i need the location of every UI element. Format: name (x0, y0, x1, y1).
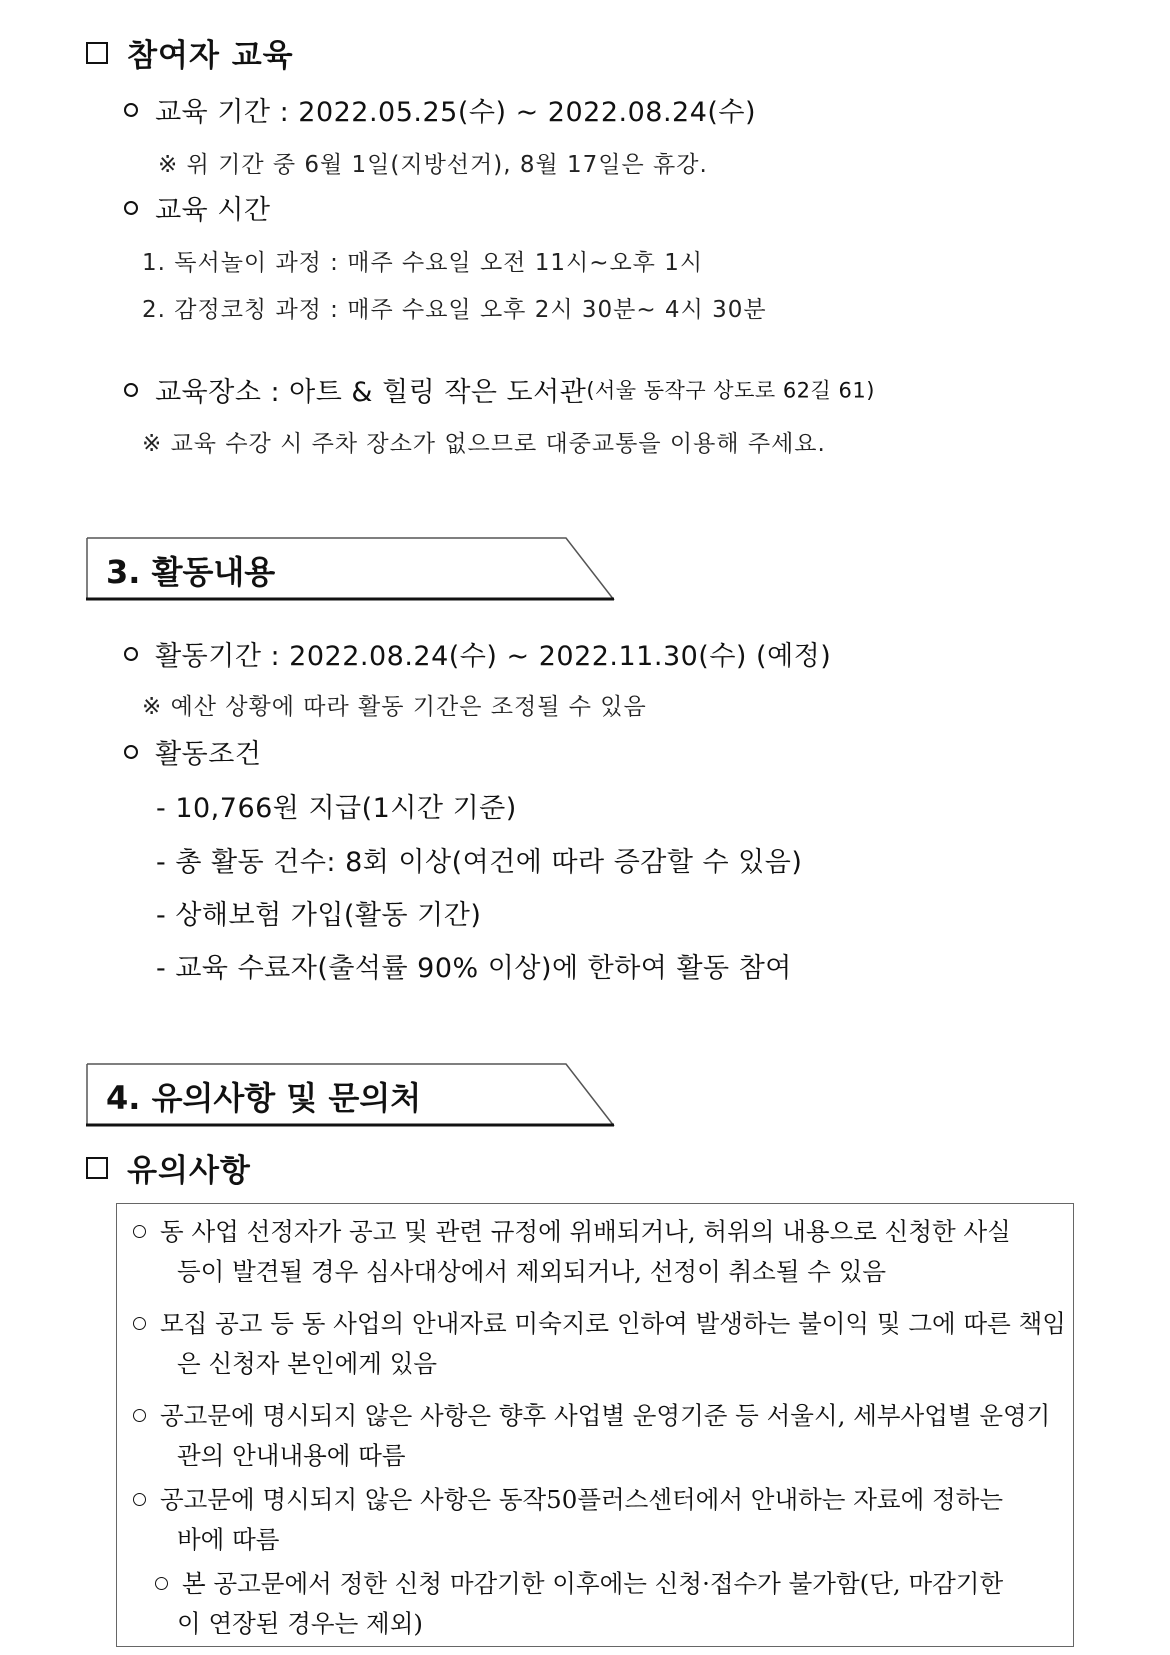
checkbox-square-icon (86, 42, 108, 64)
caution-item-line1: 본 공고문에서 정한 신청 마감기한 이후에는 신청·접수가 불가함(단, 마감기한 (182, 1569, 1004, 1598)
section-4-banner (86, 1063, 616, 1127)
condition-item: - 총 활동 건수: 8회 이상(여건에 따라 증감할 수 있음) (156, 847, 803, 878)
caution-title: 유의사항 (127, 1153, 251, 1189)
caution-item-line2: 관의 안내내용에 따름 (177, 1441, 406, 1470)
section-participant-education (86, 30, 294, 75)
activity-period-note: ※ 예산 상황에 따라 활동 기간은 조정될 수 있음 (142, 694, 647, 720)
checkbox-square-icon (86, 1157, 108, 1179)
caution-item (133, 1212, 1011, 1292)
condition-item: - 교육 수료자(출석률 90% 이상)에 한하여 활동 참여 (156, 953, 792, 984)
activity-conditions-label: 활동조건 (155, 739, 262, 770)
circle-bullet-icon (124, 745, 138, 759)
circle-bullet-icon (124, 647, 138, 661)
caution-item-line1: 동 사업 선정자가 공고 및 관련 규정에 위배되거나, 허위의 내용으로 신청한 사실 (160, 1217, 1011, 1246)
education-time (124, 188, 271, 227)
circle-bullet-icon (133, 1317, 146, 1330)
education-place-note: ※ 교육 수강 시 주차 장소가 없으므로 대중교통을 이용해 주세요. (142, 431, 826, 457)
section-4-title: 4. 유의사항 및 문의처 (106, 1079, 422, 1117)
education-time-item: 2. 감정코칭 과정 : 매주 수요일 오후 2시 30분~ 4시 30분 (142, 297, 767, 323)
condition-item: - 10,766원 지급(1시간 기준) (156, 793, 517, 824)
circle-bullet-icon (133, 1409, 146, 1422)
circle-bullet-icon (155, 1577, 168, 1590)
circle-bullet-icon (124, 103, 138, 117)
caution-item-line1: 공고문에 명시되지 않은 사항은 향후 사업별 운영기준 등 서울시, 세부사업별 운영기 (160, 1401, 1051, 1430)
section-3-banner (86, 537, 616, 601)
activity-period (124, 634, 831, 673)
caution-item-line1: 모집 공고 등 동 사업의 안내자료 미숙지로 인하여 발생하는 불이익 및 그에 따른 책임 (160, 1309, 1066, 1338)
education-time-item: 1. 독서놀이 과정 : 매주 수요일 오전 11시~오후 1시 (142, 250, 704, 276)
caution-box (116, 1203, 1074, 1647)
condition-item: - 상해보험 가입(활동 기간) (156, 900, 482, 931)
caution-item-line2: 은 신청자 본인에게 있음 (177, 1349, 438, 1378)
education-place (124, 370, 875, 409)
caution-item-line2: 등이 발견될 경우 심사대상에서 제외되거나, 선정이 취소될 수 있음 (177, 1257, 887, 1286)
caution-item-line2: 이 연장된 경우는 제외) (177, 1609, 423, 1638)
section-title: 참여자 교육 (127, 38, 294, 74)
caution-item (133, 1396, 1050, 1476)
activity-period-text: 활동기간 : 2022.08.24(수) ~ 2022.11.30(수) (예정) (155, 641, 832, 672)
circle-bullet-icon (133, 1493, 146, 1506)
caution-heading (86, 1145, 251, 1190)
caution-item-line2: 바에 따름 (177, 1525, 280, 1554)
section-3-title: 3. 활동내용 (106, 553, 276, 591)
caution-item (133, 1480, 1003, 1560)
education-period-text: 교육 기간 : 2022.05.25(수) ~ 2022.08.24(수) (155, 97, 757, 128)
activity-conditions (124, 732, 261, 771)
education-place-label: 교육장소 : 아트 & 힐링 작은 도서관 (155, 377, 587, 408)
circle-bullet-icon (133, 1225, 146, 1238)
education-time-label: 교육 시간 (155, 195, 271, 226)
caution-item (133, 1304, 1066, 1384)
circle-bullet-icon (124, 201, 138, 215)
education-period (124, 90, 756, 129)
circle-bullet-icon (124, 383, 138, 397)
caution-item (155, 1564, 1003, 1644)
education-period-note: ※ 위 기간 중 6월 1일(지방선거), 8월 17일은 휴강. (158, 152, 708, 178)
education-place-address: (서울 동작구 상도로 62길 61) (586, 378, 875, 403)
caution-item-line1: 공고문에 명시되지 않은 사항은 동작50플러스센터에서 안내하는 자료에 정하는 (160, 1485, 1004, 1514)
